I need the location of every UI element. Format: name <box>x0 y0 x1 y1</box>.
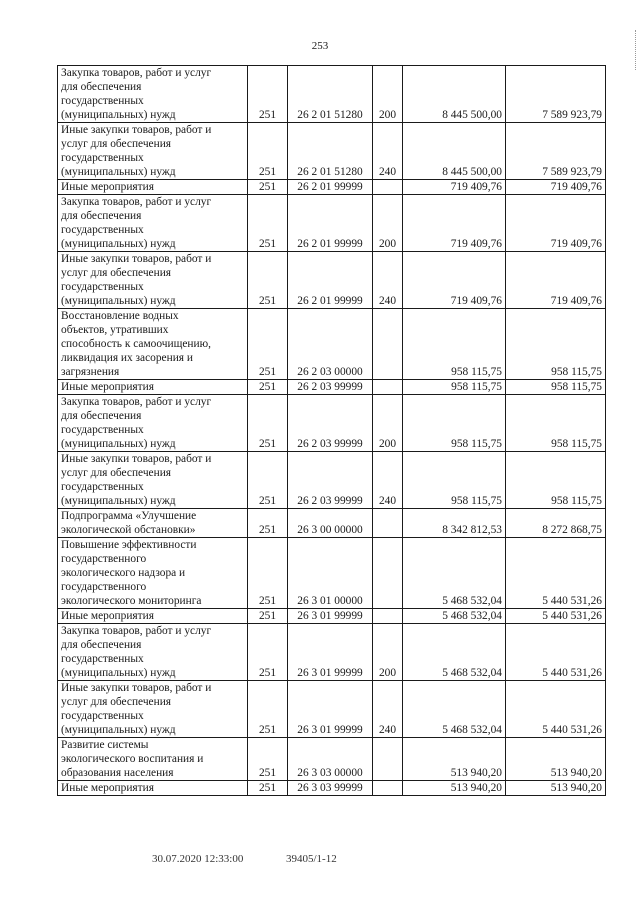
row-name <box>58 180 248 195</box>
row-expense-type <box>373 609 403 624</box>
row-expense-type <box>373 538 403 609</box>
table-row <box>58 738 606 781</box>
row-ministry-code: 251 <box>248 380 288 395</box>
row-actual-amount: 958 115,75 <box>506 452 606 509</box>
row-plan-amount: 8 342 812,53 <box>403 509 506 538</box>
row-name-text: Иные закупки товаров, работ и услуг для обеспечения государственных (муниципальных) нужд <box>61 253 212 307</box>
row-name <box>58 781 248 796</box>
table-row <box>58 380 606 395</box>
row-name <box>58 123 248 180</box>
row-plan-amount: 719 409,76 <box>403 252 506 309</box>
row-expense-type <box>373 180 403 195</box>
row-name <box>58 509 248 538</box>
table-row <box>58 509 606 538</box>
row-ministry-code: 251 <box>248 195 288 252</box>
row-name <box>58 395 248 452</box>
row-name <box>58 452 248 509</box>
table-row <box>58 681 606 738</box>
row-plan-amount: 8 445 500,00 <box>403 66 506 123</box>
row-name-text: Иные закупки товаров, работ и услуг для обеспечения государственных (муниципальных) нужд <box>61 453 212 507</box>
row-actual-amount: 958 115,75 <box>506 380 606 395</box>
row-actual-amount: 958 115,75 <box>506 309 606 380</box>
row-expense-type <box>373 380 403 395</box>
row-target-article: 26 2 03 99999 <box>288 452 373 509</box>
row-actual-amount: 5 440 531,26 <box>506 538 606 609</box>
row-ministry-code: 251 <box>248 538 288 609</box>
row-target-article: 26 2 03 00000 <box>288 309 373 380</box>
row-expense-type: 240 <box>373 452 403 509</box>
budget-table <box>57 65 606 796</box>
row-name <box>58 609 248 624</box>
row-ministry-code: 251 <box>248 681 288 738</box>
row-target-article: 26 2 01 99999 <box>288 195 373 252</box>
row-name <box>58 195 248 252</box>
row-plan-amount: 719 409,76 <box>403 195 506 252</box>
row-target-article: 26 3 00 00000 <box>288 509 373 538</box>
row-expense-type: 240 <box>373 252 403 309</box>
row-expense-type: 200 <box>373 66 403 123</box>
row-name-text: Развитие системы экологического воспитания и образования населения <box>61 739 204 779</box>
row-actual-amount: 5 440 531,26 <box>506 624 606 681</box>
row-name-text: Закупка товаров, работ и услуг для обеспечения государственных (муниципальных) нужд <box>61 625 212 679</box>
row-name-text: Закупка товаров, работ и услуг для обеспечения государственных (муниципальных) нужд <box>61 67 212 121</box>
row-target-article: 26 3 01 00000 <box>288 538 373 609</box>
table-row <box>58 538 606 609</box>
row-actual-amount: 8 272 868,75 <box>506 509 606 538</box>
row-target-article: 26 2 01 51280 <box>288 66 373 123</box>
row-actual-amount: 513 940,20 <box>506 738 606 781</box>
row-name-text: Восстановление водных объектов, утративших способность к самоочищению, ликвидация их засорения и загрязнения <box>61 310 211 378</box>
row-plan-amount: 958 115,75 <box>403 380 506 395</box>
table-row <box>58 66 606 123</box>
row-actual-amount: 958 115,75 <box>506 395 606 452</box>
row-ministry-code: 251 <box>248 309 288 380</box>
row-target-article: 26 3 01 99999 <box>288 609 373 624</box>
row-ministry-code: 251 <box>248 609 288 624</box>
row-plan-amount: 8 445 500,00 <box>403 123 506 180</box>
row-plan-amount: 5 468 532,04 <box>403 681 506 738</box>
row-name <box>58 681 248 738</box>
row-name <box>58 624 248 681</box>
row-name-text: Иные закупки товаров, работ и услуг для обеспечения государственных (муниципальных) нужд <box>61 124 212 178</box>
row-name-text: Закупка товаров, работ и услуг для обеспечения государственных (муниципальных) нужд <box>61 396 212 450</box>
row-name-text: Повышение эффективности государственного экологического надзора и государственного экологического мониторинга <box>61 539 202 607</box>
row-target-article: 26 2 01 99999 <box>288 180 373 195</box>
footer-doc-number: 39405/1-12 <box>286 853 337 865</box>
row-expense-type: 200 <box>373 195 403 252</box>
footer-timestamp: 30.07.2020 12:33:00 <box>152 853 244 865</box>
row-name <box>58 309 248 380</box>
row-plan-amount: 5 468 532,04 <box>403 624 506 681</box>
row-ministry-code: 251 <box>248 452 288 509</box>
row-ministry-code: 251 <box>248 781 288 796</box>
row-expense-type <box>373 781 403 796</box>
row-actual-amount: 5 440 531,26 <box>506 681 606 738</box>
row-actual-amount: 5 440 531,26 <box>506 609 606 624</box>
row-expense-type: 240 <box>373 681 403 738</box>
table-row <box>58 180 606 195</box>
table-row <box>58 123 606 180</box>
row-name <box>58 66 248 123</box>
row-ministry-code: 251 <box>248 624 288 681</box>
row-name-text: Иные мероприятия <box>61 181 154 193</box>
row-actual-amount: 7 589 923,79 <box>506 66 606 123</box>
scan-edge-mark <box>633 30 636 70</box>
row-ministry-code: 251 <box>248 395 288 452</box>
row-expense-type <box>373 738 403 781</box>
row-target-article: 26 3 03 00000 <box>288 738 373 781</box>
row-target-article: 26 2 01 99999 <box>288 252 373 309</box>
table-row <box>58 252 606 309</box>
table-row <box>58 195 606 252</box>
table-row <box>58 781 606 796</box>
row-name-text: Иные закупки товаров, работ и услуг для обеспечения государственных (муниципальных) нужд <box>61 682 212 736</box>
row-target-article: 26 3 03 99999 <box>288 781 373 796</box>
row-target-article: 26 2 03 99999 <box>288 380 373 395</box>
row-name <box>58 252 248 309</box>
row-name-text: Закупка товаров, работ и услуг для обеспечения государственных (муниципальных) нужд <box>61 196 212 250</box>
row-expense-type <box>373 309 403 380</box>
row-name-text: Иные мероприятия <box>61 782 154 794</box>
row-plan-amount: 5 468 532,04 <box>403 538 506 609</box>
row-ministry-code: 251 <box>248 738 288 781</box>
row-ministry-code: 251 <box>248 180 288 195</box>
row-expense-type: 200 <box>373 624 403 681</box>
row-plan-amount: 958 115,75 <box>403 395 506 452</box>
row-name <box>58 538 248 609</box>
row-plan-amount: 719 409,76 <box>403 180 506 195</box>
row-target-article: 26 2 03 99999 <box>288 395 373 452</box>
row-plan-amount: 958 115,75 <box>403 452 506 509</box>
row-expense-type: 200 <box>373 395 403 452</box>
row-plan-amount: 513 940,20 <box>403 781 506 796</box>
row-actual-amount: 719 409,76 <box>506 180 606 195</box>
row-expense-type <box>373 509 403 538</box>
row-actual-amount: 7 589 923,79 <box>506 123 606 180</box>
page-number: 253 <box>311 40 329 52</box>
row-name-text: Иные мероприятия <box>61 610 154 622</box>
row-ministry-code: 251 <box>248 123 288 180</box>
row-ministry-code: 251 <box>248 252 288 309</box>
row-target-article: 26 2 01 51280 <box>288 123 373 180</box>
row-name <box>58 738 248 781</box>
row-plan-amount: 5 468 532,04 <box>403 609 506 624</box>
table-row <box>58 452 606 509</box>
row-plan-amount: 513 940,20 <box>403 738 506 781</box>
row-target-article: 26 3 01 99999 <box>288 681 373 738</box>
row-actual-amount: 513 940,20 <box>506 781 606 796</box>
row-name <box>58 380 248 395</box>
table-row <box>58 309 606 380</box>
table-row <box>58 395 606 452</box>
row-target-article: 26 3 01 99999 <box>288 624 373 681</box>
row-name-text: Подпрограмма «Улучшение экологической обстановки» <box>61 510 197 536</box>
row-actual-amount: 719 409,76 <box>506 195 606 252</box>
row-expense-type: 240 <box>373 123 403 180</box>
row-ministry-code: 251 <box>248 66 288 123</box>
table-row <box>58 609 606 624</box>
row-name-text: Иные мероприятия <box>61 381 154 393</box>
row-plan-amount: 958 115,75 <box>403 309 506 380</box>
row-actual-amount: 719 409,76 <box>506 252 606 309</box>
row-ministry-code: 251 <box>248 509 288 538</box>
table-row <box>58 624 606 681</box>
